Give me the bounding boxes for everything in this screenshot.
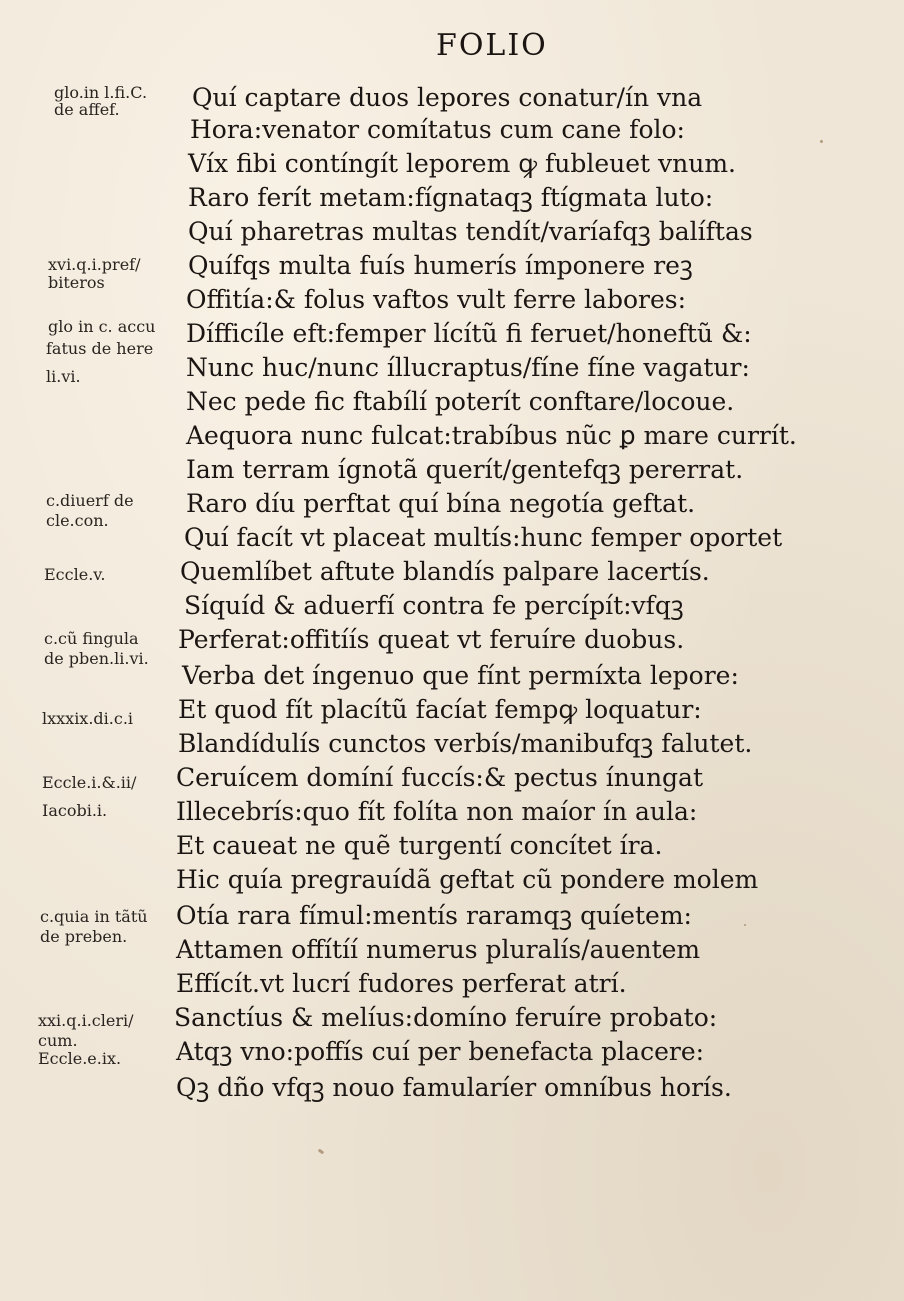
gloss-note: cum. [38,1031,78,1050]
verse-line: Et caueat ne quẽ turgentí concítet íra. [176,831,663,860]
verse-line: Quí facít vt placeat multís:hunc femper oportet [184,523,783,552]
gloss-note: lxxxix.di.c.i [42,709,134,728]
verse-line: Quífqs multa fuís humerís ímponere reꝫ [188,251,693,280]
verse-line: Quemlíbet aftute blandís palpare lacertís. [180,557,710,586]
verse-line: Nunc huc/nunc íllucraptus/fíne fíne vagatur: [186,353,750,382]
verse-line: Perferat:offitíís queat vt feruíre duobus. [178,625,685,654]
gloss-note: cle.con. [46,511,109,530]
gloss-note: Iacobi.i. [42,801,108,820]
gloss-note: c.diuerf de [46,491,134,510]
paper-speck [744,924,747,927]
gloss-note: de affef. [54,100,120,119]
gloss-note: c.cũ fingula [44,629,139,648]
verse-line: Dífficíle eft:femper lícítũ fi feruet/honeftũ &: [186,319,752,348]
verse-line: Effícít.vt lucrí fudores perferat atrí. [176,969,627,998]
gloss-note: de pben.li.vi. [44,649,149,668]
verse-line: Víx fibi contíngít leporem ꝙ fubleuet vnum. [188,149,736,178]
verse-line: Ceruícem domíní fuccís:& pectus ínungat [176,763,704,792]
gloss-note: li.vi. [46,367,81,386]
gloss-note: glo in c. accu [48,317,156,336]
verse-line: Attamen offítíí numerus pluralís/auentem [176,935,701,964]
verse-line: Qꝫ dño vfqꝫ nouo famularíer omníbus horís. [176,1073,732,1102]
verse-line: Et quod fít placítũ facíat fempꝙ loquatur: [178,695,702,724]
verse-line: Atqꝫ vno:poffís cuí per benefacta placere: [176,1037,705,1066]
verse-line: Raro ferít metam:fígnataqꝫ ftígmata luto: [188,183,714,212]
verse-line: Hora:venator comítatus cum cane folo: [190,115,685,144]
gloss-note: Eccle.v. [44,565,106,584]
gloss-note: de preben. [40,927,128,946]
gloss-note: xvi.q.i.pref/ [48,255,141,274]
gloss-note: Eccle.e.ix. [38,1049,122,1068]
verse-line: Verba det íngenuo que fínt permíxta lepore: [182,661,739,690]
verse-line: Raro díu perftat quí bína negotía geftat. [186,489,696,518]
verse-line: Blandídulís cunctos verbís/manibufqꝫ falutet. [178,729,753,758]
verse-line: Offitía:& folus vaftos vult ferre labores: [186,285,687,314]
verse-line: Síquíd & aduerfí contra fe percípít:vfqꝫ [184,591,684,620]
verse-line: Iam terram ígnotã querít/gentefqꝫ pererrat. [186,455,744,484]
paper-speck [819,139,823,143]
gloss-note: Eccle.i.&.ii/ [42,773,137,792]
gloss-note: glo.in l.fi.C. [54,83,148,102]
verse-line: Hic quía pregrauídã geftat cũ pondere molem [176,865,759,894]
gloss-note: c.quia in tãtũ [40,907,148,926]
verse-line: Aequora nunc fulcat:trabíbus nũc ꝑ mare currít. [186,421,797,450]
verse-line: Otía rara fímul:mentís raramqꝫ quíetem: [176,901,692,930]
verse-line: Quí pharetras multas tendít/varíafqꝫ balíftas [188,217,753,246]
verse-line: Quí captare duos lepores conatur/ín vna [192,83,703,112]
gloss-note: biteros [48,273,105,292]
folio-header: FOLIO [436,28,548,63]
verse-line: Sanctíus & melíus:domíno feruíre probato: [174,1003,718,1032]
gloss-note: xxi.q.i.cleri/ [38,1011,134,1030]
verse-line: Nec pede fic ftabílí poterít conftare/locoue. [186,387,735,416]
gloss-note: fatus de here [46,339,154,358]
paper-speck [318,1149,325,1155]
verse-line: Illecebrís:quo fít folíta non maíor ín aula: [176,797,698,826]
